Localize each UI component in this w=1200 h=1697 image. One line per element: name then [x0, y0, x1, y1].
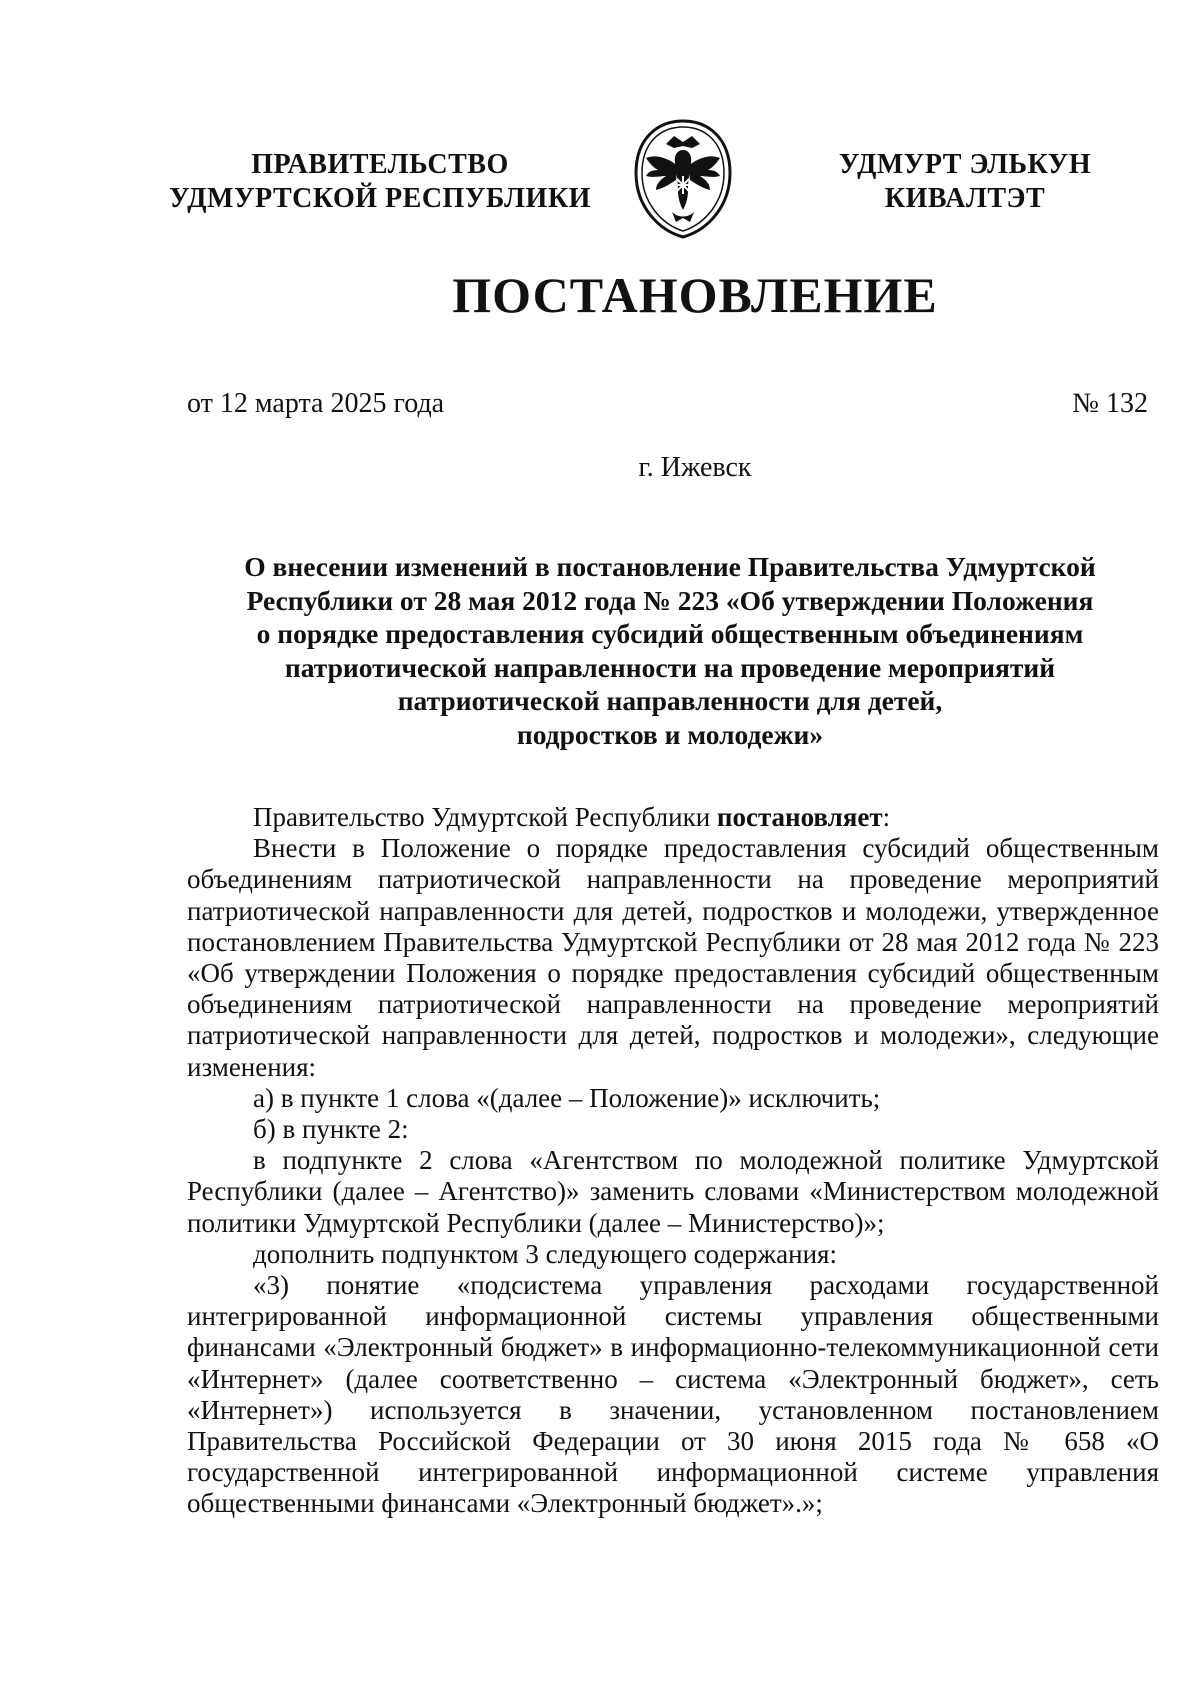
title-line: о порядке предоставления субсидий общественным объединениям — [256, 618, 1084, 649]
title-line: патриотической направленности для детей, — [397, 685, 943, 716]
issuer-udmurt-line-2: КИВАЛТЭТ — [884, 183, 1046, 214]
intro-paragraph — [187, 802, 1159, 833]
coat-of-arms-icon — [628, 118, 738, 240]
issuer-name-russian — [150, 148, 610, 216]
document-type-heading: ПОСТАНОВЛЕНИЕ — [452, 267, 938, 323]
intro-keyword: постановляет — [716, 802, 883, 832]
document-title — [220, 550, 1120, 751]
title-line: О внесении изменений в постановление Правительства Удмуртской — [244, 551, 1096, 582]
title-line: подростков и молодежи» — [516, 718, 824, 750]
body-paragraph: а) в пункте 1 слова «(далее – Положение)» исключить; — [253, 1082, 881, 1113]
document-date: от 12 марта 2025 года — [187, 388, 445, 419]
body-paragraph: б) в пункте 2: — [253, 1114, 409, 1145]
issuer-name-udmurt — [790, 148, 1140, 216]
document-city: г. Ижевск — [638, 452, 752, 483]
document-number: № 132 — [1072, 388, 1148, 419]
body-paragraph: дополнить подпунктом 3 следующего содержания: — [253, 1238, 837, 1269]
body-paragraph: Внести в Положение о порядке предоставления субсидий общественным объединениям патриотической направленности на проведение мероприятий патриотической направленности для детей, подростков и молодежи, утвержденное постановлением Правительства Удмуртской Республики от 28 мая 2012 года № 223 «Об утверждении Положения о порядке предоставления субсидий общественным объединениям патриотической направленности на проведение мероприятий патриотической направленности для детей, подростков и молодежи», следующие изменения: — [187, 833, 1159, 1082]
intro-colon: : — [882, 802, 891, 832]
document-body — [187, 802, 1159, 1520]
body-paragraph: «3) понятие «подсистема управления расходами государственной интегрированной информационной системы управления общественными финансами «Электронный бюджет» в информационно-телекоммуникационной сети «Интернет» (далее соответственно – система «Электронный бюджет», сеть «Интернет») используется в значении, установленном постановлением Правительства Российской Федерации от 30 июня 2015 года № 658 «О государственной интегрированной информационной системе управления общественными финансами «Электронный бюджет».»; — [187, 1270, 1159, 1519]
body-paragraph: в подпункте 2 слова «Агентством по молодежной политике Удмуртской Республики (далее – Агентство)» заменить словами «Министерством молодежной политики Удмуртской Республики (далее – Министерство)»; — [187, 1145, 1159, 1238]
title-line: Республики от 28 мая 2012 года № 223 «Об утверждении Положения — [246, 584, 1094, 616]
issuer-line-2: УДМУРТСКОЙ РЕСПУБЛИКИ — [169, 183, 591, 214]
issuer-line-1: ПРАВИТЕЛЬСТВО — [251, 149, 509, 180]
title-line: патриотической направленности на проведение мероприятий — [284, 651, 1056, 683]
intro-text: Правительство Удмуртской Республики — [253, 802, 717, 832]
issuer-udmurt-line-1: УДМУРТ ЭЛЬКУН — [838, 149, 1092, 180]
